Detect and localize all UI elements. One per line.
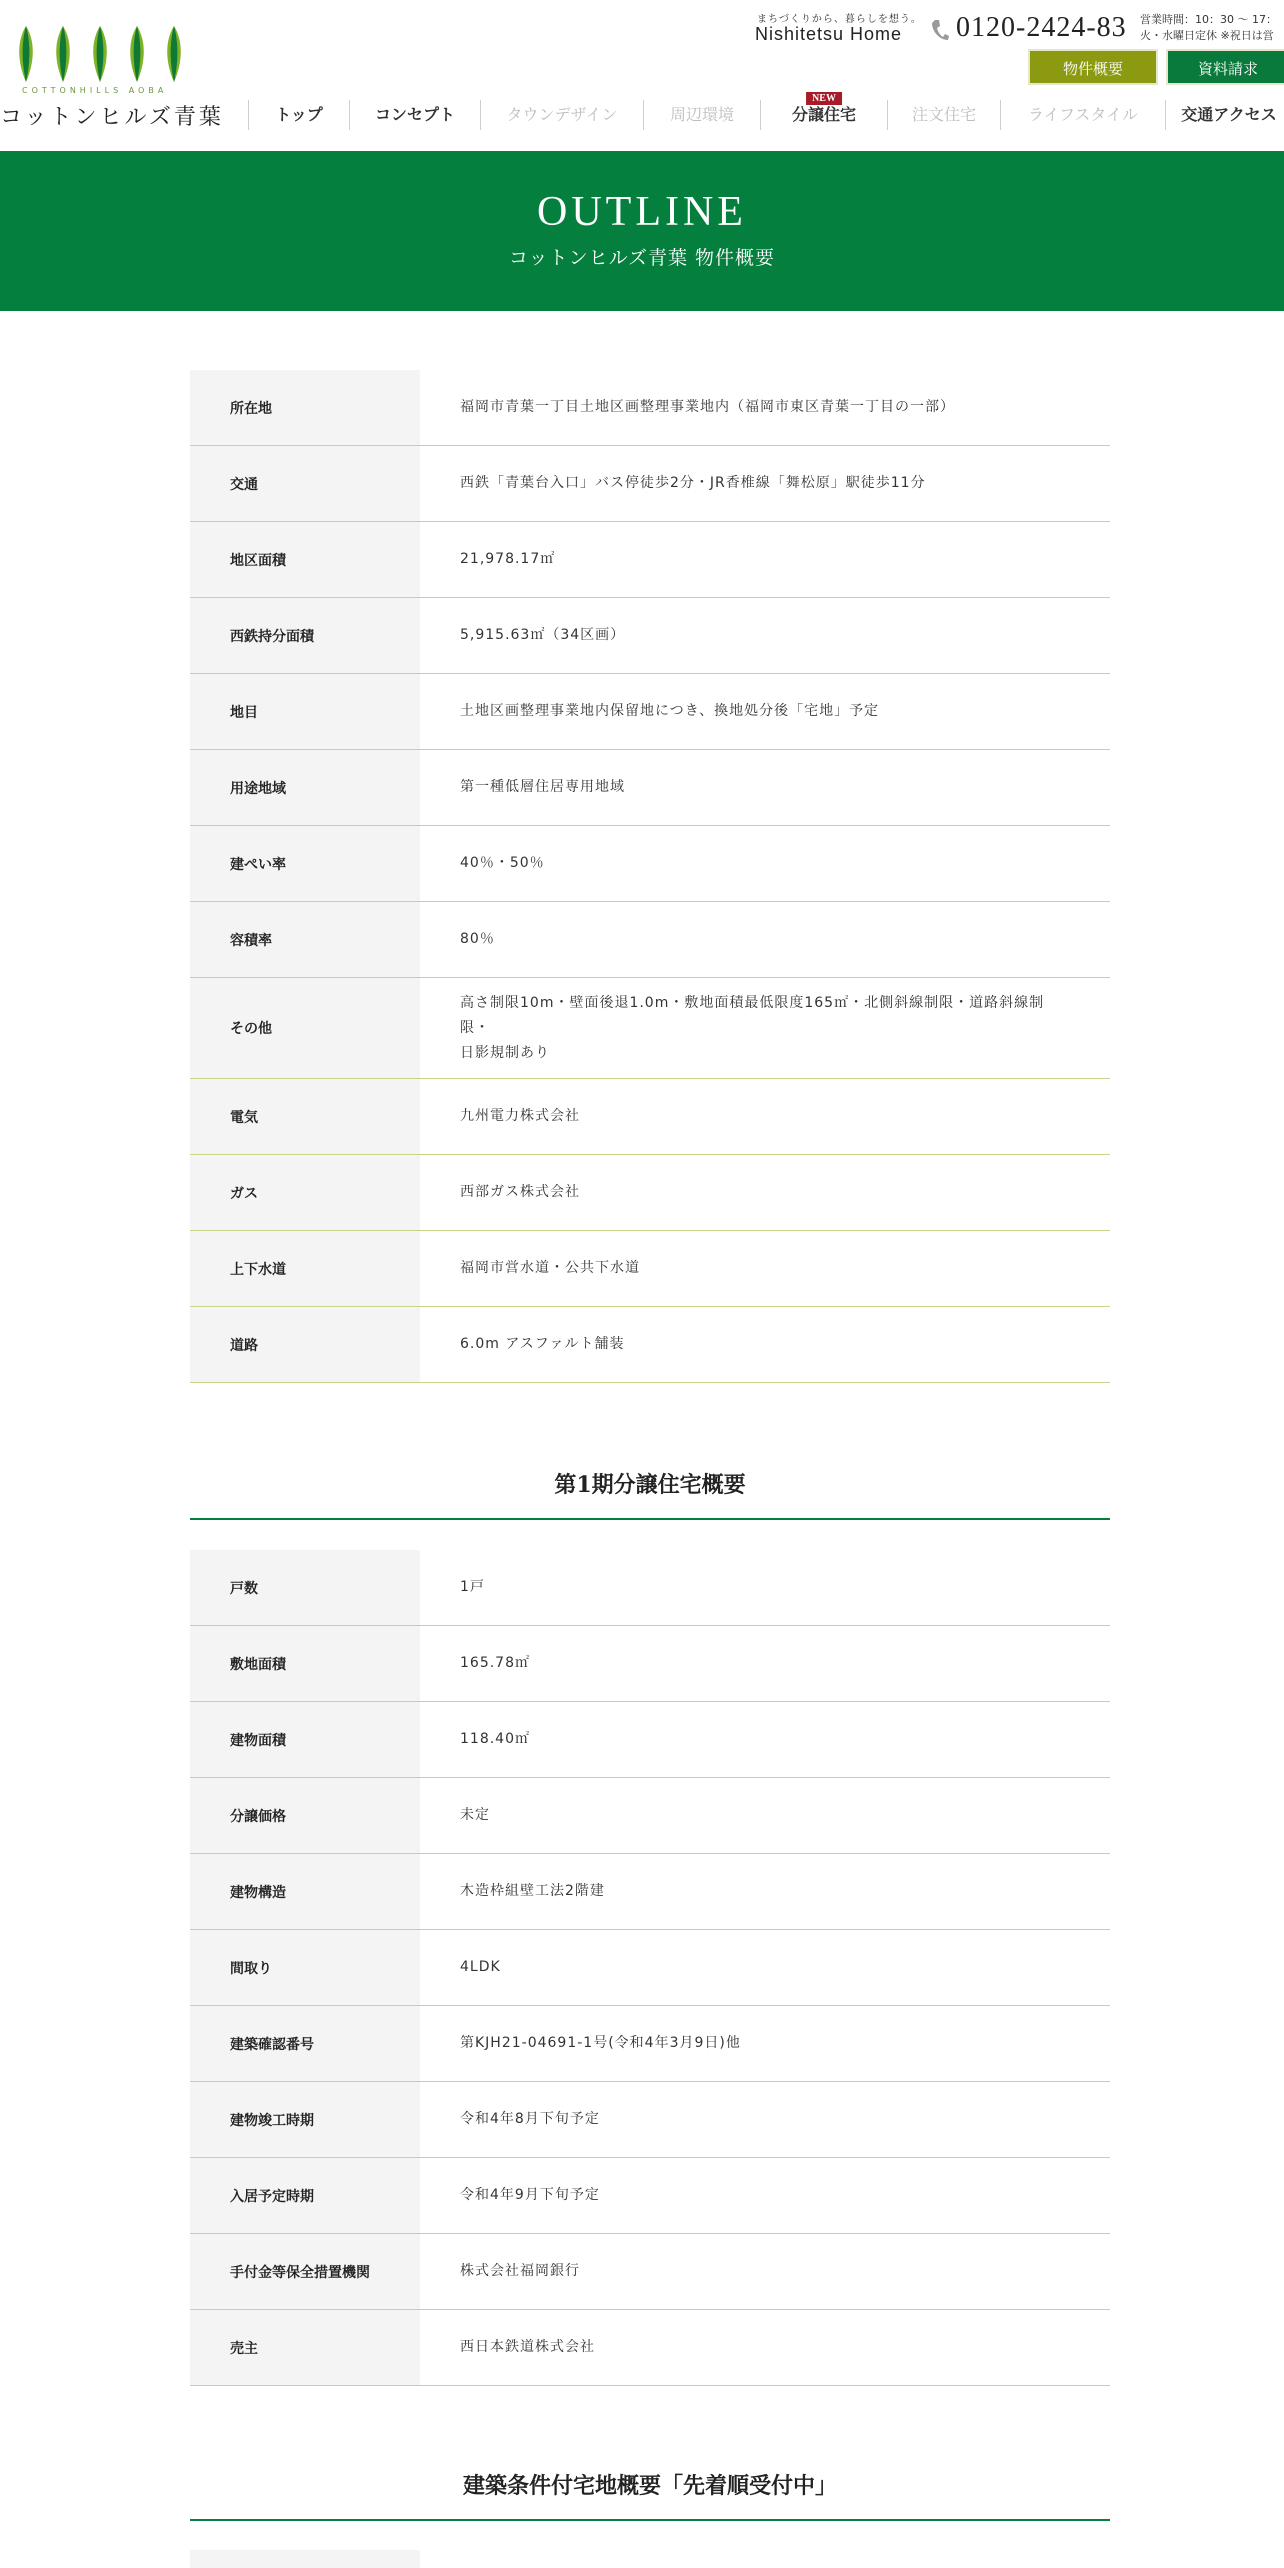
- row-value: 株式会社福岡銀行: [460, 2263, 580, 2279]
- nav-label: ライフスタイル: [1027, 105, 1139, 124]
- row-label: 地区面積: [190, 522, 420, 598]
- section-divider: [190, 1518, 1110, 1520]
- row-label: 建物構造: [190, 1854, 420, 1930]
- table-row: [190, 2158, 1110, 2234]
- brand-logo[interactable]: Nishitetsu Home: [755, 24, 903, 44]
- row-label: 手付金等保全措置機関: [190, 2234, 420, 2310]
- nav-label: 周辺環境: [669, 105, 734, 124]
- table-row: [190, 978, 1110, 1079]
- table-row: [190, 1702, 1110, 1778]
- request-docs-button[interactable]: 資料請求: [1166, 49, 1284, 85]
- row-label: 西鉄持分面積: [190, 598, 420, 674]
- row-label: 地目: [190, 674, 420, 750]
- table-row: [190, 1079, 1110, 1155]
- row-value: 80％: [460, 931, 495, 947]
- row-label: 容積率: [190, 902, 420, 978]
- tagline: まちづくりから、暮らしを想う。: [757, 14, 922, 25]
- row-value: 令和4年9月下旬予定: [460, 2187, 600, 2203]
- row-label: 上下水道: [190, 1231, 420, 1307]
- table-row-partial: [190, 2550, 420, 2568]
- row-value: 木造枠組壁工法2階建: [460, 1883, 605, 1899]
- table-row: [190, 2006, 1110, 2082]
- nav-label: 注文住宅: [911, 105, 976, 124]
- row-value: 165.78㎡: [460, 1655, 530, 1671]
- row-label: 用途地域: [190, 750, 420, 826]
- page-title: OUTLINE: [537, 189, 747, 235]
- row-label: 敷地面積: [190, 1626, 420, 1702]
- table-row: [190, 1626, 1110, 1702]
- row-label: 間取り: [190, 1930, 420, 2006]
- row-value: 福岡市営水道・公共下水道: [460, 1260, 640, 1276]
- nav-label: トップ: [275, 105, 323, 124]
- nav-item-lifestyle[interactable]: [1000, 100, 1165, 130]
- row-value: 第一種低層住居専用地域: [460, 779, 625, 795]
- section-divider: [190, 2519, 1110, 2521]
- main-nav: [248, 93, 1284, 130]
- nav-label: 分譲住宅: [791, 105, 856, 124]
- nav-item-concept[interactable]: [349, 100, 480, 130]
- nav-label: 交通アクセス: [1181, 105, 1277, 124]
- page-subtitle: コットンヒルズ青葉 物件概要: [508, 247, 776, 269]
- hours-line-2: 火・水曜日定休 ※祝日は営: [1140, 29, 1274, 42]
- nav-item-surroundings[interactable]: [643, 100, 760, 130]
- nav-item-top[interactable]: [248, 100, 349, 130]
- row-value: 1戸: [460, 1579, 485, 1595]
- row-value: 九州電力株式会社: [460, 1108, 580, 1124]
- row-label: 入居予定時期: [190, 2158, 420, 2234]
- row-label: 建物竣工時期: [190, 2082, 420, 2158]
- row-value: 5,915.63㎡（34区画）: [460, 627, 626, 643]
- row-label: 道路: [190, 1307, 420, 1383]
- table-row: [190, 2234, 1110, 2310]
- row-value: [420, 978, 1110, 1079]
- table-row: [190, 826, 1110, 902]
- row-value: 西日本鉄道株式会社: [460, 2339, 595, 2355]
- row-label: 建ぺい率: [190, 826, 420, 902]
- outline-button[interactable]: 物件概要: [1028, 49, 1158, 85]
- table-row: [190, 370, 1110, 446]
- nav-item-town-design[interactable]: [480, 100, 643, 130]
- site-logo[interactable]: [0, 10, 224, 130]
- logo-name: コットンヒルズ青葉: [0, 105, 224, 130]
- outline-table: [190, 370, 1110, 1383]
- section-title-land: 建築条件付宅地概要「先着順受付中」: [462, 2473, 837, 2499]
- table-row: [190, 1778, 1110, 1854]
- phase1-table: [190, 1550, 1110, 2386]
- table-row: [190, 1231, 1110, 1307]
- logo-subtext: COTTONHILLS AOBA: [22, 86, 168, 95]
- row-label: 分譲価格: [190, 1778, 420, 1854]
- table-row: [190, 446, 1110, 522]
- table-row: [190, 522, 1110, 598]
- row-value-line-2: 日影規制あり: [460, 1044, 550, 1061]
- table-row: [190, 1854, 1110, 1930]
- nav-item-custom-house[interactable]: [887, 100, 1000, 130]
- hours-line-1: 営業時間：10：30 ～ 17：: [1140, 13, 1277, 26]
- row-label: 建築確認番号: [190, 2006, 420, 2082]
- row-label: 建物面積: [190, 1702, 420, 1778]
- table-row: [190, 1155, 1110, 1231]
- nav-label: コンセプト: [374, 105, 455, 124]
- table-row: [190, 1307, 1110, 1383]
- row-value: 6.0m アスファルト舗装: [460, 1336, 625, 1352]
- table-row: [190, 2082, 1110, 2158]
- row-value: 4LDK: [460, 1959, 501, 1975]
- page-hero: [0, 151, 1284, 311]
- table-row: [190, 902, 1110, 978]
- row-value: 令和4年8月下旬予定: [460, 2111, 600, 2127]
- row-value: 西鉄「青葉台入口」バス停徒歩2分・JR香椎線「舞松原」駅徒歩11分: [460, 475, 926, 491]
- business-hours: [1140, 12, 1277, 44]
- nav-item-for-sale[interactable]: [760, 93, 887, 130]
- table-row: [190, 1550, 1110, 1626]
- table-row: [190, 598, 1110, 674]
- row-value: 福岡市青葉一丁目土地区画整理事業地内（福岡市東区青葉一丁目の一部）: [460, 399, 955, 415]
- site-header: [0, 0, 1284, 152]
- row-label: 電気: [190, 1079, 420, 1155]
- row-label: 所在地: [190, 370, 420, 446]
- row-value: 未定: [460, 1807, 490, 1823]
- section-title-phase1: 第1期分譲住宅概要: [554, 1472, 746, 1498]
- row-value: 21,978.17㎡: [460, 551, 556, 567]
- row-value: 西部ガス株式会社: [460, 1184, 580, 1200]
- row-label: ガス: [190, 1155, 420, 1231]
- phone-icon: [930, 18, 950, 42]
- phone-number[interactable]: 0120-2424-83: [956, 12, 1127, 43]
- row-value: 40％・50％: [460, 855, 545, 871]
- row-value: 118.40㎡: [460, 1731, 530, 1747]
- row-value-line-1: 高さ制限10m・壁面後退1.0m・敷地面積最低限度165㎡・北側斜線制限・道路斜線制限・: [460, 994, 1045, 1036]
- table-row: [190, 674, 1110, 750]
- row-label: 交通: [190, 446, 420, 522]
- leaf-logo-icon: [16, 24, 186, 86]
- row-value: 土地区画整理事業地内保留地につき、換地処分後「宅地」予定: [460, 703, 880, 719]
- row-value: 第KJH21-04691-1号(令和4年3月9日)他: [460, 2035, 741, 2051]
- table-row: [190, 2310, 1110, 2386]
- table-row: [190, 1930, 1110, 2006]
- table-row: [190, 750, 1110, 826]
- nav-label: タウンデザイン: [506, 105, 618, 124]
- new-badge: NEW: [806, 92, 842, 105]
- row-label: 戸数: [190, 1550, 420, 1626]
- row-label: 売主: [190, 2310, 420, 2386]
- row-label: その他: [190, 978, 420, 1079]
- nav-item-access[interactable]: [1165, 100, 1284, 130]
